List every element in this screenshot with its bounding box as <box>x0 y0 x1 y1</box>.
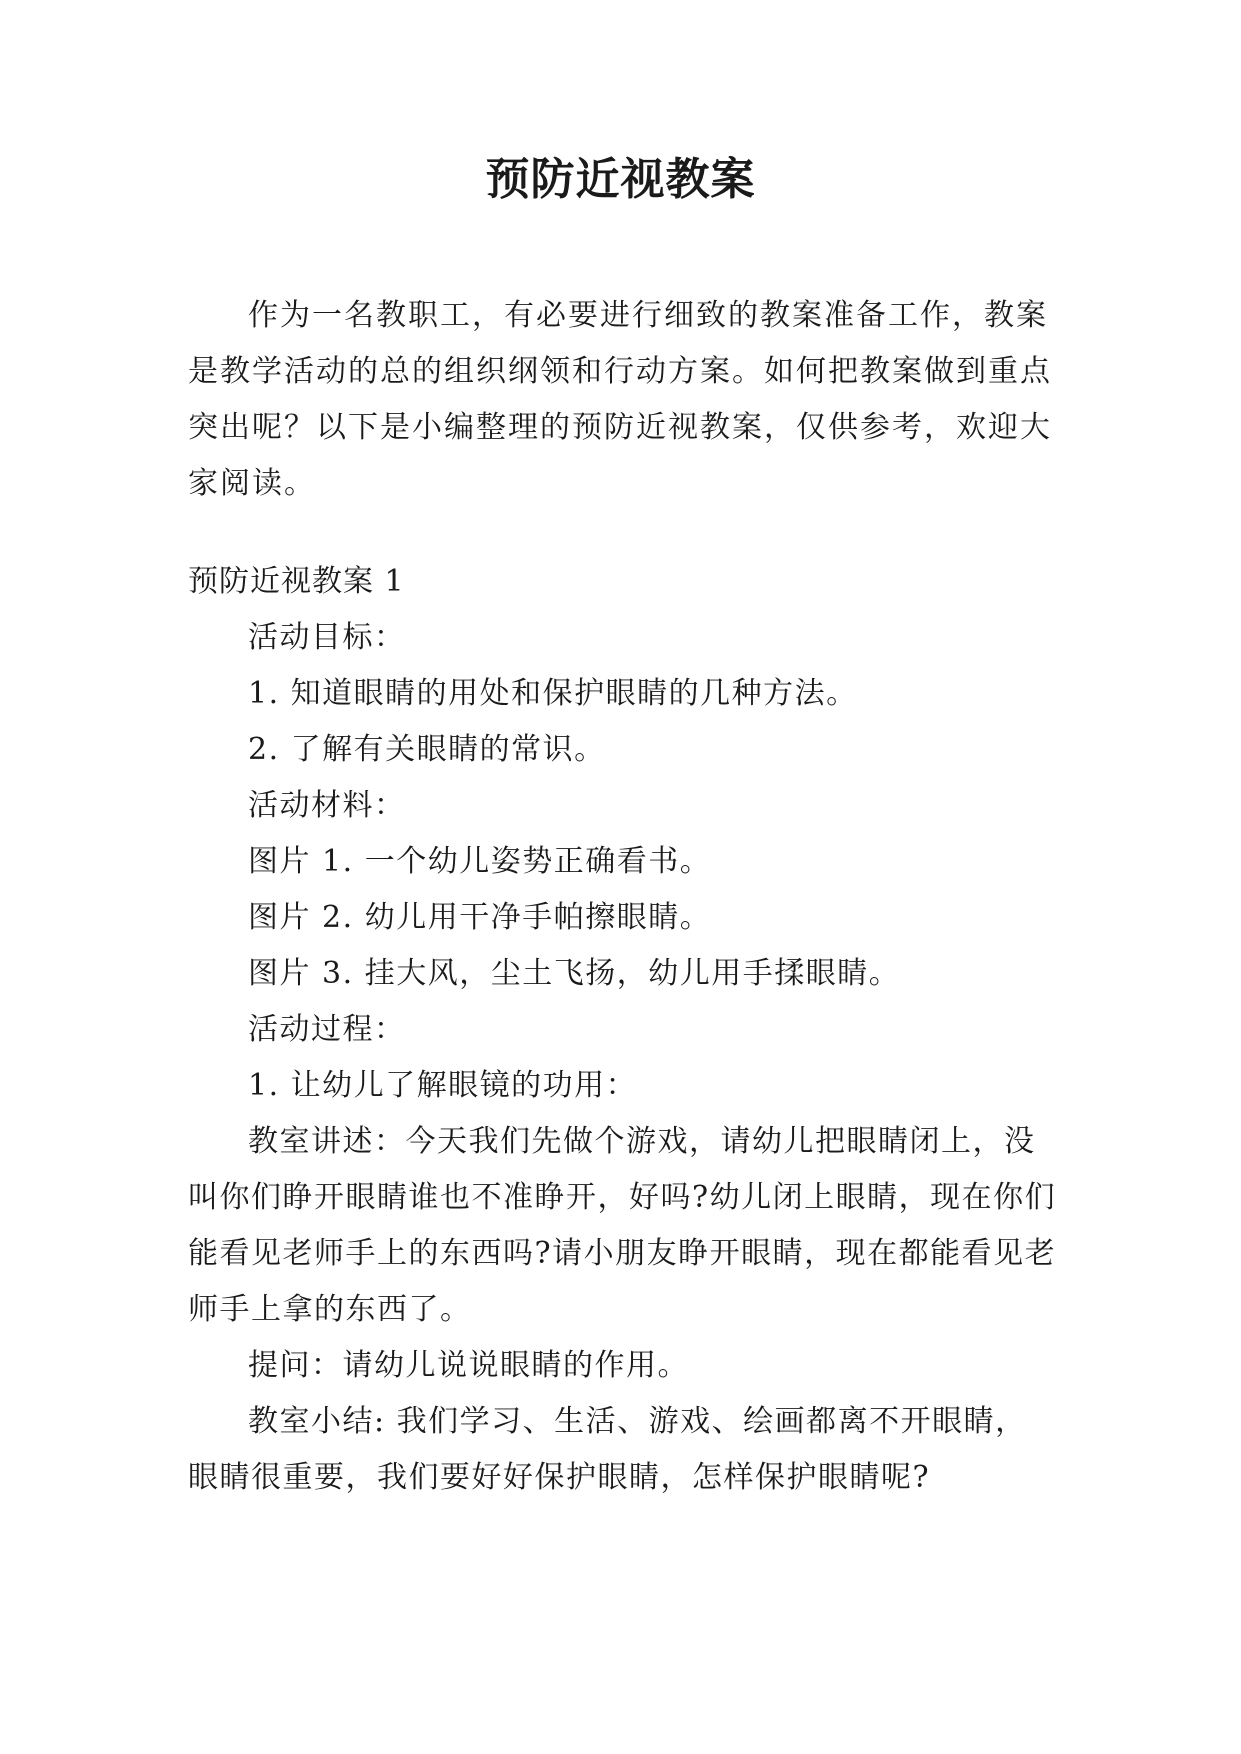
paragraph-picture-1: 图片 1. 一个幼儿姿势正确看书。 <box>248 844 712 879</box>
section-heading: 预防近视教案 1 <box>188 564 405 599</box>
section-spacer <box>188 512 1058 554</box>
intro-paragraph: 作为一名教职工，有必要进行细致的教案准备工作，教案是教学活动的总的组织纲领和行动方案。如何把教案做到重点突出呢？以下是小编整理的预防近视教案，仅供参考，欢迎大家阅读。 <box>188 298 1052 501</box>
paragraph-goal-1: 1. 知道眼睛的用处和保护眼睛的几种方法。 <box>248 676 858 711</box>
paragraph-teacher-narration: 教室讲述：今天我们先做个游戏，请幼儿把眼睛闭上，没叫你们睁开眼睛谁也不准睁开，好吗?幼儿闭上眼睛，现在你们能看见老师手上的东西吗?请小朋友睁开眼睛，现在都能看见老师手上拿的东西了。 <box>188 1124 1057 1327</box>
document-body <box>188 288 1058 1506</box>
paragraph-activity-goals: 活动目标： <box>248 620 406 655</box>
paragraph-picture-3: 图片 3. 挂大风，尘土飞扬，幼儿用手揉眼睛。 <box>248 956 901 991</box>
paragraph-goal-2: 2. 了解有关眼睛的常识。 <box>248 732 606 767</box>
intro-block <box>188 288 1058 512</box>
paragraph-activity-process: 活动过程： <box>248 1012 406 1047</box>
paragraph-question: 提问：请幼儿说说眼睛的作用。 <box>248 1348 689 1383</box>
paragraph-process-step-1: 1. 让幼儿了解眼镜的功用： <box>248 1068 638 1103</box>
paragraph-activity-materials: 活动材料： <box>248 788 406 823</box>
document-title: 预防近视教案 <box>485 154 756 205</box>
paragraph-summary: 教室小结: 我们学习、生活、游戏、绘画都离不开眼睛，眼睛很重要，我们要好好保护眼睛，怎样保护眼睛呢? <box>188 1404 1027 1495</box>
paragraph-picture-2: 图片 2. 幼儿用干净手帕擦眼睛。 <box>248 900 712 935</box>
